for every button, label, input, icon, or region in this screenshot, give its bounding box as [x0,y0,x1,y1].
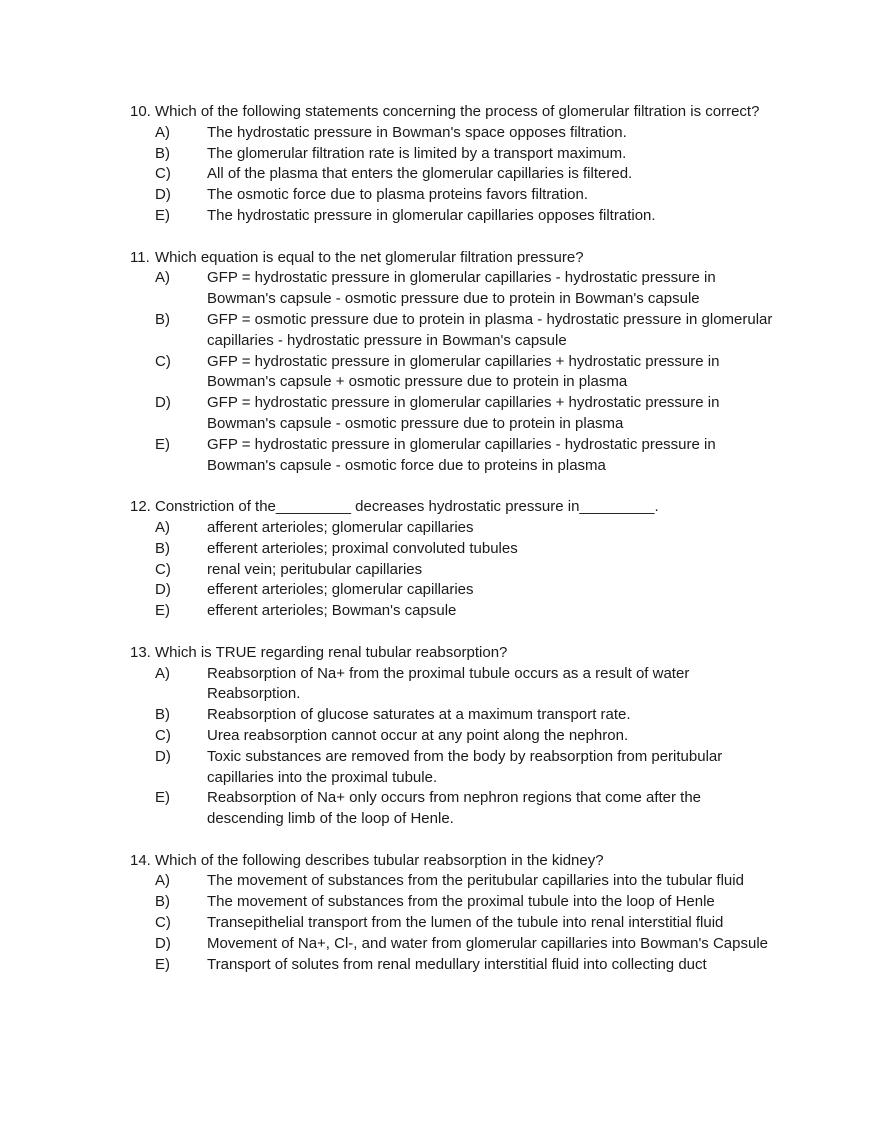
option-letter: B) [155,893,170,911]
options-list [130,871,780,975]
option-letter: D) [155,747,171,765]
option-text: afferent arterioles; glomerular capillaries [207,518,474,536]
question-text: Constriction of the_________ decreases hydrostatic pressure in_________. [155,498,659,516]
option-text: The hydrostatic pressure in glomerular capillaries opposes filtration. [207,206,656,224]
option-letter: A) [155,518,170,536]
question-text: Which equation is equal to the net glomerular filtration pressure? [155,248,584,266]
option-d [130,185,780,206]
option-letter: E) [155,602,170,620]
option-c [130,726,780,747]
option-text: All of the plasma that enters the glomerular capillaries is filtered. [207,165,633,183]
option-b [130,310,780,352]
option-a [130,123,780,144]
question-10 [130,102,780,227]
option-text: efferent arterioles; glomerular capillaries [207,581,474,599]
option-c [130,913,780,934]
option-text: The movement of substances from the peritubular capillaries into the tubular fluid [207,872,744,890]
option-letter: D) [155,934,171,952]
question-stem [130,497,780,518]
option-text: Transport of solutes from renal medullary interstitial fluid into collecting duct [207,955,707,973]
option-text: Reabsorption of Na+ only occurs from nephron regions that come after the descending limb of the loop of Henle. [207,789,702,828]
option-letter: B) [155,539,170,557]
option-b [130,892,780,913]
question-number: 10. [130,103,151,120]
option-text: renal vein; peritubular capillaries [207,560,423,578]
option-letter: C) [155,914,171,932]
option-letter: A) [155,123,170,141]
option-text: GFP = hydrostatic pressure in glomerular capillaries + hydrostatic pressure in Bowman's capsule + osmotic pressure due to protein in plasma [207,352,720,391]
option-text: The movement of substances from the proximal tubule into the loop of Henle [207,893,715,911]
option-text: GFP = hydrostatic pressure in glomerular capillaries - hydrostatic pressure in Bowman's capsule - osmotic force due to proteins in plasma [207,435,716,474]
option-text: GFP = hydrostatic pressure in glomerular capillaries + hydrostatic pressure in Bowman's capsule - osmotic pressure due to protein in plasma [207,394,720,432]
question-text: Which of the following describes tubular reabsorption in the kidney? [155,851,604,869]
option-text: Reabsorption of glucose saturates at a maximum transport rate. [207,706,631,724]
option-letter: E) [155,435,170,453]
question-stem [130,851,780,872]
option-d [130,393,780,435]
option-text: efferent arterioles; Bowman's capsule [207,602,457,620]
question-number: 12. [130,498,151,516]
option-b [130,539,780,560]
question-12 [130,497,780,622]
question-stem [130,102,780,123]
option-text: efferent arterioles; proximal convoluted tubules [207,539,518,557]
question-13 [130,643,780,830]
option-a [130,664,780,706]
option-a [130,268,780,310]
option-b [130,144,780,165]
question-text: Which of the following statements concerning the process of glomerular filtration is correct? [155,103,760,120]
option-e [130,788,780,830]
question-stem [130,643,780,664]
option-text: The hydrostatic pressure in Bowman's space opposes filtration. [207,123,627,141]
question-14 [130,851,780,976]
option-c [130,560,780,581]
option-c [130,352,780,394]
option-e [130,955,780,976]
option-text: The glomerular filtration rate is limited by a transport maximum. [207,144,627,162]
option-e [130,601,780,622]
option-letter: C) [155,352,171,370]
option-letter: E) [155,789,170,807]
options-list [130,123,780,227]
options-list [130,518,780,622]
option-letter: D) [155,394,171,412]
option-text: Reabsorption of Na+ from the proximal tubule occurs as a result of water Reabsorption. [207,664,690,703]
option-letter: C) [155,726,171,744]
option-letter: B) [155,706,170,724]
option-d [130,580,780,601]
option-text: Movement of Na+, Cl-, and water from glomerular capillaries into Bowman's Capsule [207,934,769,952]
option-text: The osmotic force due to plasma proteins favors filtration. [207,186,589,204]
option-e [130,435,780,477]
question-number: 11. [130,248,150,266]
option-b [130,705,780,726]
question-number: 14. [130,851,151,869]
option-letter: B) [155,310,170,328]
option-letter: E) [155,955,170,973]
option-text: Urea reabsorption cannot occur at any point along the nephron. [207,726,629,744]
question-11 [130,248,780,477]
option-a [130,871,780,892]
option-text: GFP = osmotic pressure due to protein in plasma - hydrostatic pressure in glomerular capillaries - hydrostatic pressure in Bowman's capsule [207,310,773,349]
option-letter: A) [155,664,170,682]
question-stem [130,248,780,269]
option-letter: D) [155,186,171,204]
option-e [130,206,780,227]
option-letter: C) [155,165,171,183]
option-d [130,934,780,955]
option-letter: A) [155,872,170,890]
option-letter: A) [155,269,170,287]
document-page [130,102,780,996]
option-text: GFP = hydrostatic pressure in glomerular capillaries - hydrostatic pressure in Bowman's capsule - osmotic pressure due to protein in Bowman's capsule [207,269,716,308]
option-d [130,747,780,789]
option-letter: E) [155,206,170,224]
option-letter: C) [155,560,171,578]
option-text: Toxic substances are removed from the body by reabsorption from peritubular capillaries into the proximal tubule. [207,747,723,786]
options-list [130,664,780,830]
option-c [130,164,780,185]
option-letter: D) [155,581,171,599]
question-number: 13. [130,643,151,661]
option-a [130,518,780,539]
option-text: Transepithelial transport from the lumen of the tubule into renal interstitial fluid [207,914,724,932]
question-text: Which is TRUE regarding renal tubular reabsorption? [155,643,508,661]
option-letter: B) [155,144,170,162]
options-list [130,268,780,476]
